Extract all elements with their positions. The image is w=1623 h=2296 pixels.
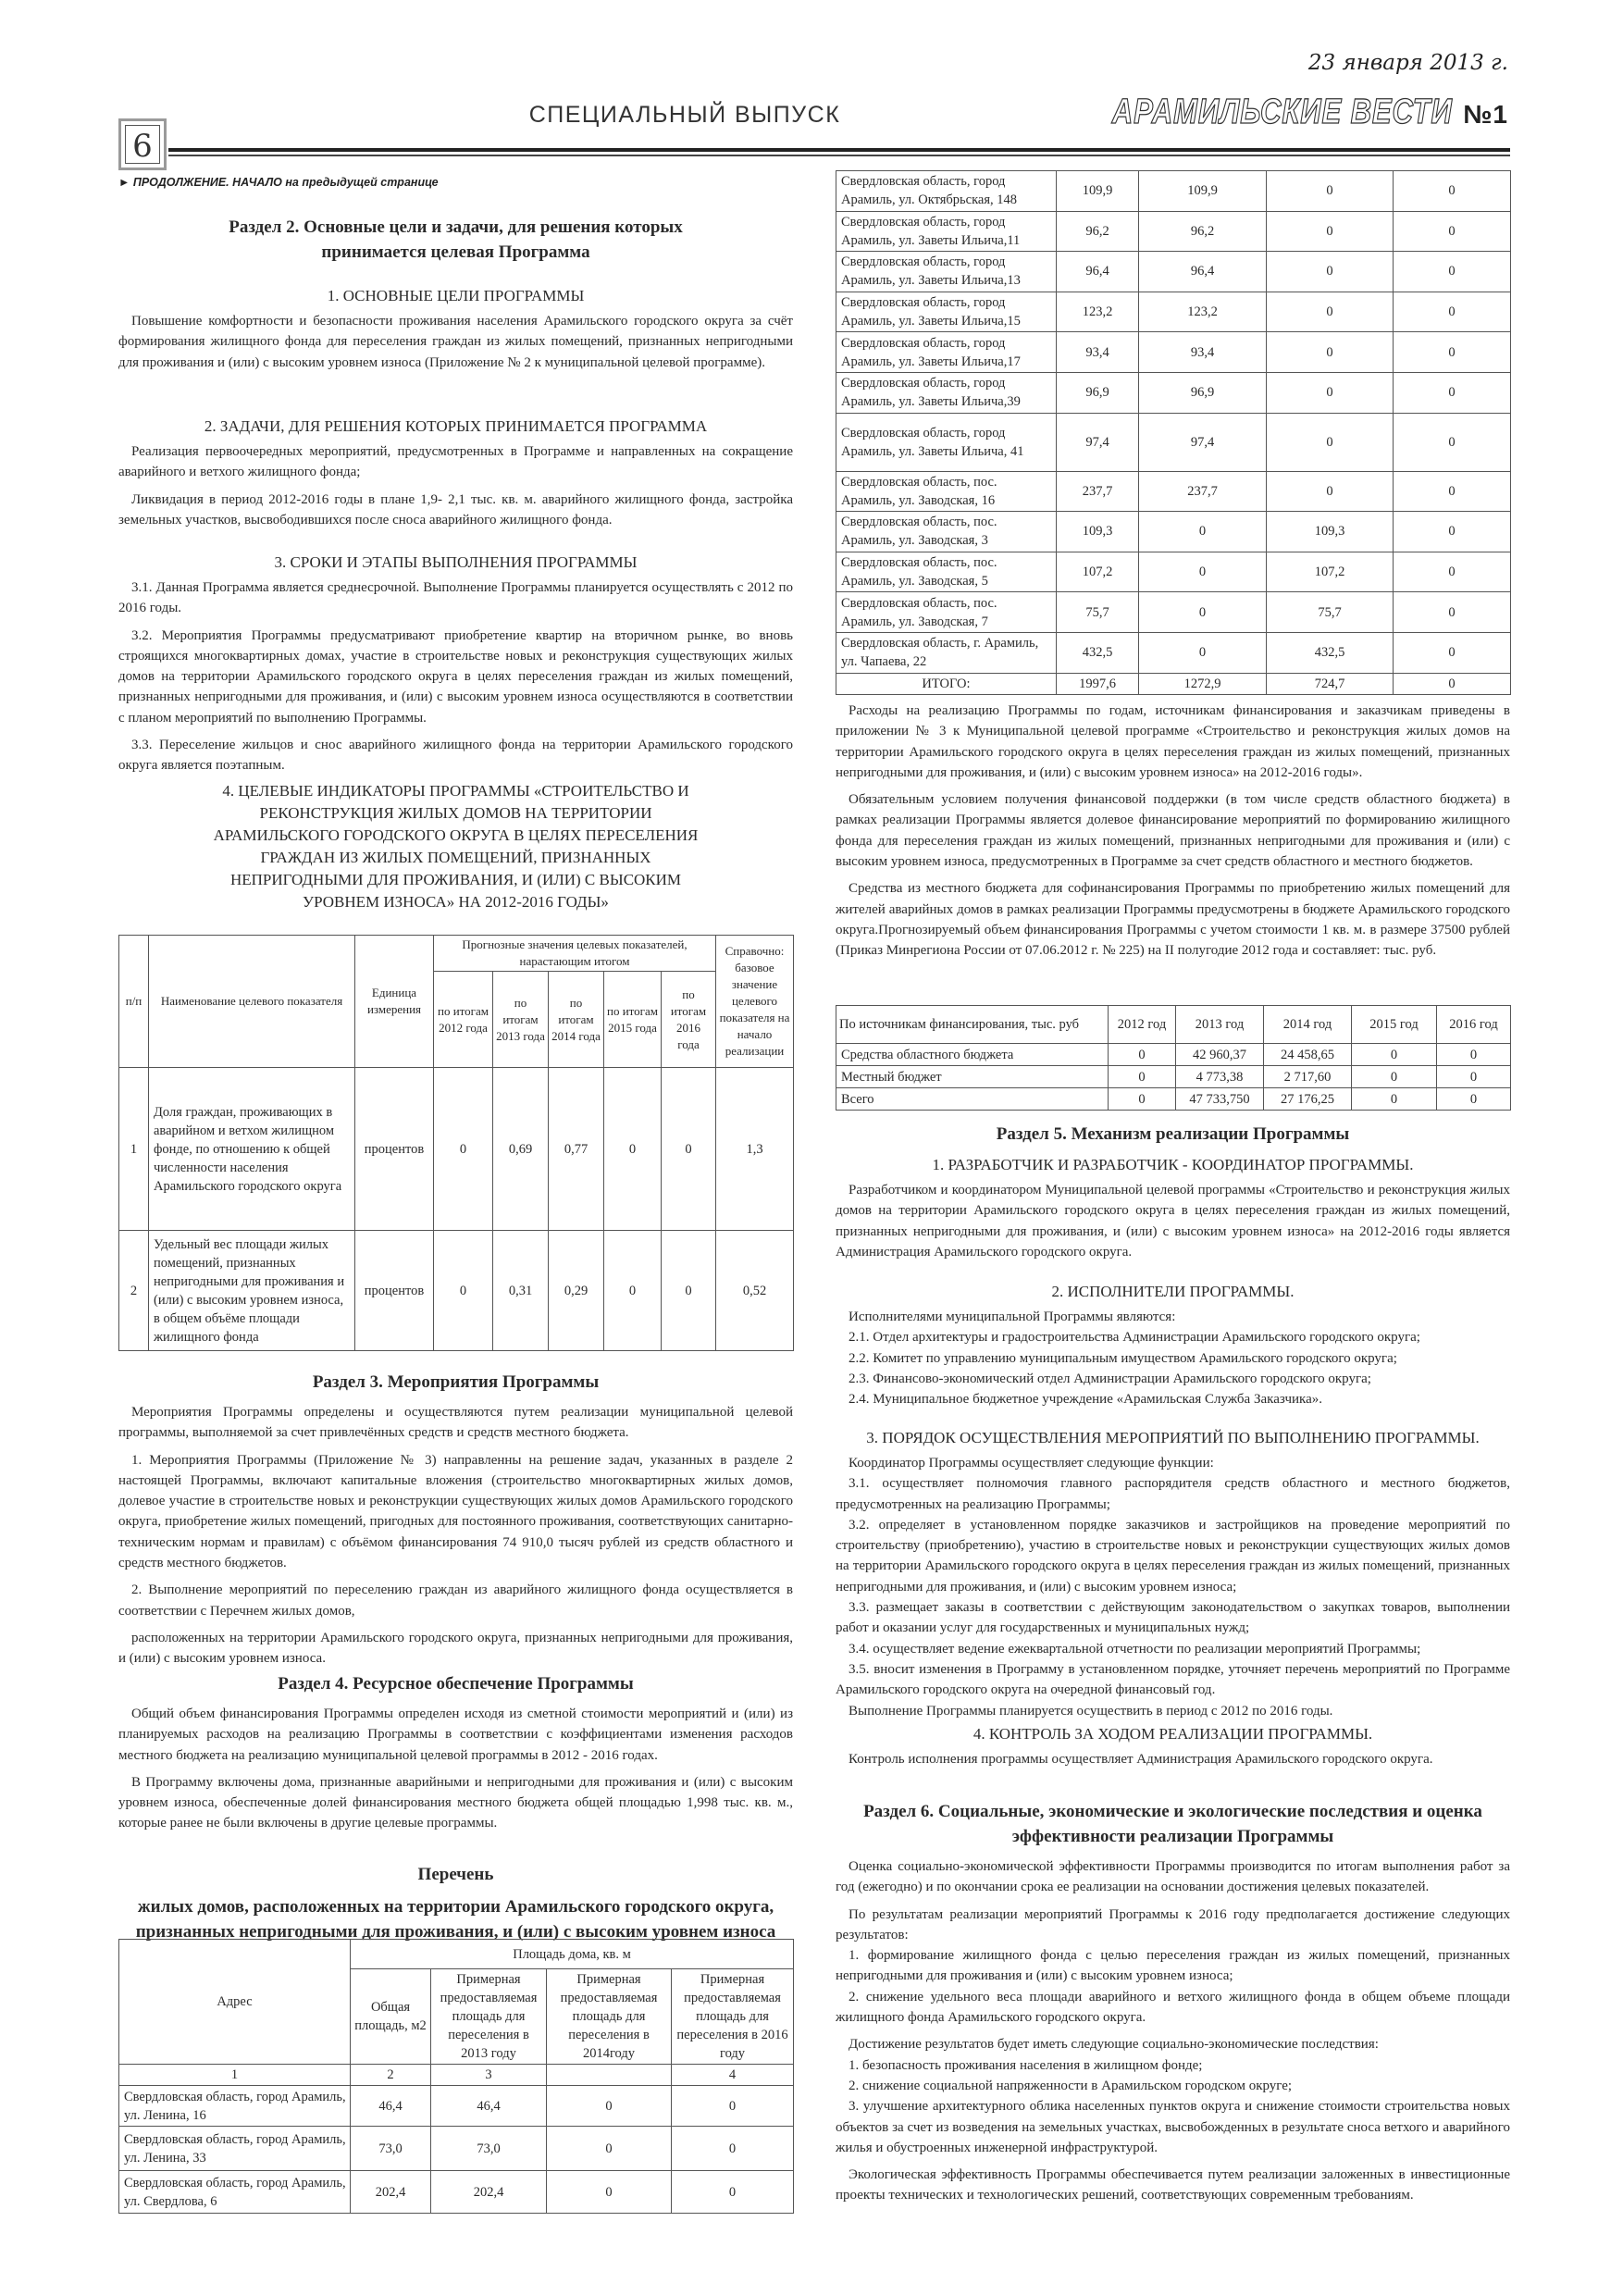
list-item: 3.5. вносит изменения в Программу в установленном порядке, уточняет перечень мероприятий по Программе Арамильского городского округа на очередной финансовый год.	[836, 1661, 1510, 1698]
indicator-value: 0	[604, 1068, 662, 1231]
paragraph: Выполнение Программы планируется осуществить в период с 2012 по 2016 годы.	[849, 1703, 1333, 1719]
subsection-heading: 3. СРОКИ И ЭТАПЫ ВЫПОЛНЕНИЯ ПРОГРАММЫ	[274, 553, 638, 571]
funding-value: 42 960,37	[1176, 1044, 1264, 1066]
house-address: Свердловская область, город Арамиль, ул. Заветы Ильича,39	[836, 372, 1057, 413]
house-address: Свердловская область, пос. Арамиль, ул. Заводская, 3	[836, 512, 1057, 552]
house-total-area: 96,4	[1057, 252, 1139, 292]
house-area-2013: 96,4	[1139, 252, 1267, 292]
subsection-heading: 2. ИСПОЛНИТЕЛИ ПРОГРАММЫ.	[1051, 1283, 1295, 1300]
house-row	[836, 332, 1511, 373]
house-area-2014: 75,7	[1267, 592, 1394, 633]
house-total-area: 237,7	[1057, 471, 1139, 512]
finance-text	[836, 701, 1510, 968]
section-heading: Раздел 4. Ресурсное обеспечение Программы	[278, 1674, 634, 1694]
list-item: 2.3. Финансово-экономический отдел Администрации Арамильского городского округа;	[849, 1371, 1371, 1386]
header-year: 2012 год	[1109, 1006, 1176, 1044]
subsection-heading: 1. ОСНОВНЫЕ ЦЕЛИ ПРОГРАММЫ	[327, 287, 585, 304]
house-row	[836, 471, 1511, 512]
funding-value: 0	[1437, 1088, 1511, 1111]
house-area-2013: 237,7	[1139, 471, 1267, 512]
house-area-2013: 202,4	[431, 2171, 547, 2214]
header-area-2014: Примерная предоставляемая площадь для переселения в 2014году	[547, 1969, 672, 2065]
house-area-2014: 0	[547, 2086, 672, 2127]
section-2-tasks	[118, 416, 793, 537]
funding-source: Средства областного бюджета	[836, 1044, 1109, 1066]
section-2-indicators-title	[118, 780, 793, 917]
header-base: Справочно: базовое значение целевого показателя на начало реализации	[716, 936, 794, 1068]
list-item: 2.1. Отдел архитектуры и градостроительства Администрации Арамильского городского округа;	[849, 1330, 1420, 1346]
list-item: 2. снижение социальной напряженности в Арамильском городском округе;	[849, 2078, 1293, 2093]
house-total-area: 109,9	[1057, 171, 1139, 212]
indicator-row	[119, 1231, 794, 1351]
house-total-area: 202,4	[351, 2171, 431, 2214]
row-number: 1	[119, 1068, 149, 1231]
house-total-area: 432,5	[1057, 632, 1139, 673]
house-area-2014: 0	[1267, 332, 1394, 373]
section-5-executors	[836, 1281, 1510, 1409]
header-address: Адрес	[119, 1940, 351, 2065]
house-row	[836, 292, 1511, 332]
house-row	[836, 372, 1511, 413]
section-heading: жилых домов, расположенных на территории Арамильского городского округа, признанных непригодными для проживания, и (или) с высоким уровнем износа	[135, 1897, 776, 1942]
paragraph: Средства из местного бюджета для софинансирования Программы по приобретению жилых помещений для жителей аварийных домов в рамках реализации Программы предусмотрены в бюджете Арамильского городского округа.Прогнозируемый объем финансирования Программы с учетом стоимости 1 кв. м. в размере 37500 рублей (Приказ Минрегиона России от 07.06.2012 г. № 225) на II полугодие 2012 года и составляет: тыс. руб.	[836, 881, 1510, 959]
house-address: Свердловская область, город Арамиль, ул. Заветы Ильича,17	[836, 332, 1057, 373]
house-area-2013: 93,4	[1139, 332, 1267, 373]
indicator-value: 0,77	[549, 1068, 604, 1231]
funding-value: 24 458,65	[1264, 1044, 1352, 1066]
house-area-2014: 0	[1267, 372, 1394, 413]
house-address: Свердловская область, город Арамиль, ул. Заветы Ильича,13	[836, 252, 1057, 292]
house-address: Свердловская область, пос. Арамиль, ул. Заводская, 5	[836, 552, 1057, 592]
house-total-area: 123,2	[1057, 292, 1139, 332]
house-area-2016: 0	[1394, 471, 1511, 512]
continuation-note: ► ПРОДОЛЖЕНИЕ. НАЧАЛО на предыдущей странице	[118, 176, 439, 189]
house-area-2013: 123,2	[1139, 292, 1267, 332]
house-area-2016: 0	[1394, 171, 1511, 212]
house-area-2013: 97,4	[1139, 413, 1267, 471]
header-year: 2015 год	[1352, 1006, 1437, 1044]
list-item: 3.4. осуществляет ведение ежеквартальной отчетности по реализации мероприятий Программы;	[849, 1641, 1421, 1657]
indicator-row	[119, 1068, 794, 1231]
house-area-2014: 0	[1267, 471, 1394, 512]
section-5-control	[836, 1723, 1510, 1776]
funding-value: 2 717,60	[1264, 1066, 1352, 1088]
funding-value: 0	[1437, 1066, 1511, 1088]
house-area-2014: 0	[1267, 413, 1394, 471]
paragraph: Контроль исполнения программы осуществляет Администрация Арамильского городского округа.	[849, 1752, 1433, 1767]
funding-value: 0	[1109, 1044, 1176, 1066]
house-total-area: 97,4	[1057, 413, 1139, 471]
funding-value: 0	[1352, 1066, 1437, 1088]
house-area-2013: 46,4	[431, 2086, 547, 2127]
paragraph: 3.2. Мероприятия Программы предусматривают приобретение квартир на вторичном рынке, во вновь строящихся многоквартирных домах, участие в строительстве новых и реконструкция существующих жилых домов на территории Арамильского городского округа в целях переселения граждан из жилых помещений, признанных непригодными для проживания, и (или) с высоким уровнем износа осуществляются в соответствии с планом мероприятий по выполнению Программы.	[118, 627, 793, 726]
house-area-2014: 0	[1267, 211, 1394, 252]
paragraph: Общий объем финансирования Программы определен исходя из сметной стоимости мероприятий и (или) из планируемых расходов на реализацию Программы в соответствии с коэффициентами изменения расходов местного бюджета на реализацию муниципальной целевой программы в 2012 - 2016 годах.	[118, 1706, 793, 1763]
house-row	[119, 2127, 794, 2171]
issue-number: №1	[1463, 100, 1508, 129]
header-area-2016: Примерная предоставляемая площадь для переселения в 2016 году	[672, 1969, 794, 2065]
house-total-area: 93,4	[1057, 332, 1139, 373]
house-area-2013: 109,9	[1139, 171, 1267, 212]
newspaper-name: АРАМИЛЬСКИЕ ВЕСТИ	[1111, 93, 1453, 131]
column-number: 3	[431, 2065, 547, 2086]
paragraph: Расходы на реализацию Программы по годам, источникам финансирования и заказчикам приведены в приложении № 3 к Муниципальной целевой программе «Строительство и реконструкция жилых домов на территории Арамильского городского округа в целях переселения граждан из жилых помещений, признанных непригодными для проживания, и (или) с высоким уровнем износа» на 2012-2016 годы».	[836, 703, 1510, 780]
section-5-developer	[836, 1122, 1510, 1269]
list-item: 1. безопасность проживания населения в жилищном фонде;	[849, 2057, 1203, 2073]
house-total-area: 46,4	[351, 2086, 431, 2127]
funding-source: Местный бюджет	[836, 1066, 1109, 1088]
list-item: Координатор Программы осуществляет следующие функции:	[849, 1456, 1214, 1471]
houses-total-row	[836, 673, 1511, 694]
section-4	[118, 1671, 793, 1841]
house-area-2016: 0	[1394, 252, 1511, 292]
paragraph: В Программу включены дома, признанные аварийными и непригодными для проживания и (или) с высоким уровнем износа, обеспеченные долей финансирования местного бюджета общей площадью 1,998 тыс. кв. м., которые ранее не были включены в другие целевые программы.	[118, 1774, 793, 1831]
paragraph: Мероприятия Программы определены и осуществляются путем реализации муниципальной целевой программы, выполняемой за счет привлечённых средств и средств местного бюджета.	[118, 1405, 793, 1441]
house-area-2016: 0	[672, 2086, 794, 2127]
issue-date: 23 января 2013 г.	[1307, 51, 1508, 75]
house-address: Свердловская область, город Арамиль, ул. Свердлова, 6	[119, 2171, 351, 2214]
house-address: Свердловская область, город Арамиль, ул. Заветы Ильича,15	[836, 292, 1057, 332]
house-area-2014: 0	[547, 2127, 672, 2171]
house-row	[836, 512, 1511, 552]
house-area-2013: 73,0	[431, 2127, 547, 2171]
total-label: ИТОГО:	[836, 673, 1057, 694]
house-area-2013: 96,9	[1139, 372, 1267, 413]
house-total-area: 75,7	[1057, 592, 1139, 633]
paragraph: 3. улучшение архитектурного облика населенных пунктов округа и снижение стоимости строительства новых объектов за счет из возведения на земельных участках, высвобожденных в результате сноса ветхого и аварийного жилья и обустроенных инженерной инфраструктурой.	[836, 2099, 1510, 2155]
header-total-area: Общая площадь, м2	[351, 1969, 431, 2065]
header-year: 2016 год	[1437, 1006, 1511, 1044]
issue-section-title: СПЕЦИАЛЬНЫЙ ВЫПУСК	[528, 102, 841, 128]
header-area-2013: Примерная предоставляемая площадь для переселения в 2013 году	[431, 1969, 547, 2065]
row-number: 2	[119, 1231, 149, 1351]
house-area-2014: 0	[1267, 292, 1394, 332]
house-area-2014: 109,3	[1267, 512, 1394, 552]
house-area-2016: 0	[1394, 592, 1511, 633]
funding-value: 0	[1352, 1088, 1437, 1111]
column-number: 4	[672, 2065, 794, 2086]
section-2-title	[118, 215, 793, 272]
funding-table	[836, 1005, 1511, 1111]
house-address: Свердловская область, пос. Арамиль, ул. Заводская, 7	[836, 592, 1057, 633]
header-year: по итогам 2012 года	[434, 972, 493, 1068]
section-heading: Раздел 5. Механизм реализации Программы	[996, 1124, 1350, 1144]
indicator-value: 0	[434, 1231, 493, 1351]
header-year: по итогам 2015 года	[604, 972, 662, 1068]
house-total-area: 96,2	[1057, 211, 1139, 252]
house-area-2016: 0	[1394, 372, 1511, 413]
section-3	[118, 1370, 793, 1676]
paragraph: 1. Мероприятия Программы (Приложение № 3) направленны на решение задач, указанных в разделе 2 настоящей Программы, включают капитальные вложения (строительство многоквартирных жилых домов, долевое участие в строительстве новых и реконструкции существующих жилых домов Арамильского городского округа, приобретение жилых помещений, пригодных для постоянного проживания, соответствующих санитарно-техническим нормам и правилам) с объёмом финансирования 74 910,0 тысяч рублей из средств областного и средств местного бюджетов.	[118, 1452, 793, 1571]
houses-table-part-1	[118, 1939, 794, 2214]
house-area-2016: 0	[1394, 552, 1511, 592]
column-number: 2	[351, 2065, 431, 2086]
funding-value: 47 733,750	[1176, 1088, 1264, 1111]
list-item: 2.4. Муниципальное бюджетное учреждение «Арамильская Служба Заказчика».	[849, 1392, 1323, 1408]
house-row	[836, 552, 1511, 592]
house-address: Свердловская область, город Арамиль, ул. Заветы Ильича,11	[836, 211, 1057, 252]
section-heading: Перечень	[417, 1865, 494, 1884]
house-row	[119, 2086, 794, 2127]
paragraph: Ликвидация в период 2012-2016 годы в плане 1,9- 2,1 тыс. кв. м. аварийного жилищного фонда, застройка земельных участков, высвободившихся после сноса аварийного жилищного фонда.	[118, 491, 793, 527]
house-total-area: 109,3	[1057, 512, 1139, 552]
total-value: 724,7	[1267, 673, 1394, 694]
indicator-value: 0	[604, 1231, 662, 1351]
list-item: По результатам реализации мероприятий Программы к 2016 году предполагается достижение следующих результатов:	[836, 1906, 1510, 1942]
paragraph: Оценка социально-экономической эффективности Программы производится по итогам выполнения работ за год (ежегодно) и по окончании срока ее реализации на основании достижения целевых показателей.	[836, 1859, 1510, 1895]
total-value: 1272,9	[1139, 673, 1267, 694]
funding-value: 0	[1109, 1088, 1176, 1111]
house-area-2014: 107,2	[1267, 552, 1394, 592]
header-forecast: Прогнозные значения целевых показателей, нарастающим итогом	[434, 936, 716, 972]
paragraph: 2. снижение удельного веса площади аварийного и ветхого жилищного фонда в общем объеме площади жилищного фонда Арамильского городского округа.	[836, 1989, 1510, 2026]
house-address: Свердловская область, город Арамиль, ул. Ленина, 16	[119, 2086, 351, 2127]
list-item: 3.3. размещает заказы в соответствии с действующим законодательством о закупках товаров, выполнении работ и оказании услуг для государственных и муниципальных нужд;	[836, 1600, 1510, 1636]
indicator-value: 0,29	[549, 1231, 604, 1351]
house-area-2013: 0	[1139, 552, 1267, 592]
list-item: 3.1. осуществляет полномочия главного распорядителя средств областного и местного бюджетов, предусмотренных на реализацию Программы;	[836, 1476, 1510, 1512]
house-area-2016: 0	[1394, 292, 1511, 332]
funding-value: 0	[1352, 1044, 1437, 1066]
house-row	[836, 632, 1511, 673]
header-source: По источникам финансирования, тыс. руб	[836, 1006, 1109, 1044]
header-year: по итогам 2014 года	[549, 972, 604, 1068]
list-item: 1. формирование жилищного фонда с целью переселения граждан из жилых помещений, признанных непригодными для проживания и (или) с высоким уровнем износа;	[836, 1948, 1510, 1984]
header-area-group: Площадь дома, кв. м	[351, 1940, 794, 1969]
header-num: п/п	[119, 936, 149, 1068]
indicator-base-value: 0,52	[716, 1231, 794, 1351]
indicator-value: 0	[662, 1068, 716, 1231]
subsection-heading: 2. ЗАДАЧИ, ДЛЯ РЕШЕНИЯ КОТОРЫХ ПРИНИМАЕТСЯ ПРОГРАММА	[204, 417, 708, 435]
list-item: 3.2. определяет в установленном порядке заказчиков и застройщиков на проведение мероприятий по строительству (приобретению), участию в строительстве новых и реконструкции существующих жилых домов на территории Арамильского городского округа в целях переселения граждан из жилых помещений, признанных непригодными для проживания, и (или) с высоким уровнем износа;	[836, 1517, 1510, 1595]
house-area-2014: 0	[1267, 171, 1394, 212]
indicator-name: Удельный вес площади жилых помещений, признанных непригодными для проживания и (или) с высоким уровнем износа, в общем объёме площади жилищного фонда	[149, 1231, 355, 1351]
house-area-2013: 96,2	[1139, 211, 1267, 252]
indicator-unit: процентов	[355, 1068, 434, 1231]
header-rule	[168, 148, 1510, 158]
house-row	[836, 171, 1511, 212]
paragraph: Обязательным условием получения финансовой поддержки (в том числе средств областного бюджета) в рамках реализации Программы является долевое финансирование мероприятий по формированию жилищного фонда для переселения граждан из жилых помещений, признанных непригодными для проживания и (или) с высоким уровнем износа, предусмотренных в Программе за счет средств областного и местного бюджетов.	[836, 792, 1510, 870]
house-address: Свердловская область, город Арамиль, ул. Заветы Ильича, 41	[836, 413, 1057, 471]
house-area-2016: 0	[1394, 512, 1511, 552]
total-value: 1997,6	[1057, 673, 1139, 694]
section-2-goals	[118, 285, 793, 379]
house-address: Свердловская область, город Арамиль, ул. Ленина, 33	[119, 2127, 351, 2171]
house-area-2016: 0	[1394, 211, 1511, 252]
house-area-2014: 432,5	[1267, 632, 1394, 673]
header-year: по итогам 2016 года	[662, 972, 716, 1068]
indicator-value: 0,69	[493, 1068, 549, 1231]
house-area-2016: 0	[1394, 413, 1511, 471]
indicator-unit: процентов	[355, 1231, 434, 1351]
section-heading: Раздел 3. Мероприятия Программы	[312, 1372, 600, 1392]
header-unit: Единица измерения	[355, 936, 434, 1068]
indicator-name: Доля граждан, проживающих в аварийном и ветхом жилищном фонде, по отношению к общей численности населения Арамильского городского округа	[149, 1068, 355, 1231]
indicator-value: 0	[434, 1068, 493, 1231]
house-row	[836, 592, 1511, 633]
house-area-2013: 0	[1139, 592, 1267, 633]
paragraph: Разработчиком и координатором Муниципальной целевой программы «Строительство и реконструкция жилых домов на территории Арамильского городского округа в целях переселения граждан из жилых помещений, признанных непригодными для проживания, и (или) с высоким уровнем износа» на 2012-2016 годы является Администрация Арамильского городского округа.	[836, 1183, 1510, 1260]
house-area-2016: 0	[672, 2127, 794, 2171]
house-row	[836, 211, 1511, 252]
house-row	[836, 252, 1511, 292]
house-address: Свердловская область, город Арамиль, ул. Октябрьская, 148	[836, 171, 1057, 212]
house-area-2016: 0	[672, 2171, 794, 2214]
header-year: 2014 год	[1264, 1006, 1352, 1044]
total-value: 0	[1394, 673, 1511, 694]
list-item: Исполнителями муниципальной Программы являются:	[849, 1309, 1176, 1324]
paragraph: расположенных на территории Арамильского городского округа, признанных непригодными для проживания, и (или) с высоким уровнем износа.	[118, 1630, 793, 1667]
funding-value: 0	[1437, 1044, 1511, 1066]
indicator-value: 0	[662, 1231, 716, 1351]
house-area-2014: 0	[547, 2171, 672, 2214]
house-area-2013: 0	[1139, 512, 1267, 552]
funding-value: 0	[1109, 1066, 1176, 1088]
house-address: Свердловская область, г. Арамиль, ул. Чапаева, 22	[836, 632, 1057, 673]
funding-row	[836, 1088, 1511, 1111]
header-year: по итогам 2013 года	[493, 972, 549, 1068]
section-heading: Раздел 2. Основные цели и задачи, для решения которых принимается целевая Программа	[229, 217, 683, 262]
subsection-heading: 4. ЦЕЛЕВЫЕ ИНДИКАТОРЫ ПРОГРАММЫ «СТРОИТЕЛЬСТВО И РЕКОНСТРУКЦИЯ ЖИЛЫХ ДОМОВ НА ТЕРРИТОРИИ АРАМИЛЬСКОГО ГОРОДСКОГО ОКРУГА В ЦЕЛЯХ ПЕРЕСЕЛЕНИЯ ГРАЖДАН ИЗ ЖИЛЫХ ПОМЕЩЕНИЙ, ПРИЗНАННЫХ НЕПРИГОДНЫМИ ДЛЯ ПРОЖИВАНИЯ, И (ИЛИ) С ВЫСОКИМ УРОВНЕМ ИЗНОСА» НА 2012-2016 ГОДЫ»	[213, 782, 699, 911]
paragraph: 2. Выполнение мероприятий по переселению граждан из аварийного жилищного фонда осуществляется в соответствии с Перечнем жилых домов,	[118, 1582, 793, 1619]
page-number: 6	[125, 125, 160, 164]
section-6	[836, 1799, 1510, 2213]
house-total-area: 73,0	[351, 2127, 431, 2171]
house-address: Свердловская область, пос. Арамиль, ул. Заводская, 16	[836, 471, 1057, 512]
section-2-terms	[118, 552, 793, 783]
house-area-2014: 0	[1267, 252, 1394, 292]
paragraph: 3.1. Данная Программа является среднесрочной. Выполнение Программы планируется осуществлять с 2012 по 2016 годы.	[118, 580, 793, 616]
houses-table-part-2	[836, 170, 1511, 695]
house-area-2016: 0	[1394, 632, 1511, 673]
column-number	[547, 2065, 672, 2086]
house-total-area: 107,2	[1057, 552, 1139, 592]
funding-source: Всего	[836, 1088, 1109, 1111]
house-row	[836, 413, 1511, 471]
house-area-2016: 0	[1394, 332, 1511, 373]
header-name: Наименование целевого показателя	[149, 936, 355, 1068]
subsection-heading: 4. КОНТРОЛЬ ЗА ХОДОМ РЕАЛИЗАЦИИ ПРОГРАММЫ.	[973, 1725, 1373, 1743]
list-item: 2.2. Комитет по управлению муниципальным имуществом Арамильского городского округа;	[849, 1350, 1397, 1366]
indicator-value: 0,31	[493, 1231, 549, 1351]
section-heading: Раздел 6. Социальные, экономические и экологические последствия и оценка эффективности реализации Программы	[863, 1802, 1482, 1846]
newspaper-masthead	[1037, 93, 1508, 132]
indicators-table	[118, 935, 794, 1351]
header-year: 2013 год	[1176, 1006, 1264, 1044]
page-number-box	[118, 118, 167, 170]
house-total-area: 96,9	[1057, 372, 1139, 413]
funding-row	[836, 1066, 1511, 1088]
paragraph: Экологическая эффективность Программы обеспечивается путем реализации заложенных в инвестиционные проекты технических и технологических решений, соответствующих современным требованиям.	[836, 2167, 1510, 2203]
indicator-base-value: 1,3	[716, 1068, 794, 1231]
funding-row	[836, 1044, 1511, 1066]
paragraph: Повышение комфортности и безопасности проживания населения Арамильского городского округа за счёт формирования жилищного фонда для переселения граждан из жилых помещений, признанных непригодными для проживания и (или) с высоким уровнем износа (Приложение № 2 к муниципальной целевой программе).	[118, 314, 793, 370]
list-item: Достижение результатов будет иметь следующие социально-экономические последствия:	[849, 2037, 1379, 2053]
funding-value: 27 176,25	[1264, 1088, 1352, 1111]
house-row	[119, 2171, 794, 2214]
house-area-2013: 0	[1139, 632, 1267, 673]
subsection-heading: 3. ПОРЯДОК ОСУЩЕСТВЛЕНИЯ МЕРОПРИЯТИЙ ПО ВЫПОЛНЕНИЮ ПРОГРАММЫ.	[866, 1429, 1480, 1446]
subsection-heading: 1. РАЗРАБОТЧИК И РАЗРАБОТЧИК - КООРДИНАТОР ПРОГРАММЫ.	[932, 1156, 1414, 1173]
paragraph: 3.3. Переселение жильцов и снос аварийного жилищного фонда на территории Арамильского городского округа является поэтапным.	[118, 738, 793, 774]
paragraph: Реализация первоочередных мероприятий, предусмотренных в Программе и направленных на сокращение аварийного и ветхого жилищного фонда;	[118, 444, 793, 480]
funding-value: 4 773,38	[1176, 1066, 1264, 1088]
column-number: 1	[119, 2065, 351, 2086]
section-5-procedure	[836, 1427, 1510, 1728]
